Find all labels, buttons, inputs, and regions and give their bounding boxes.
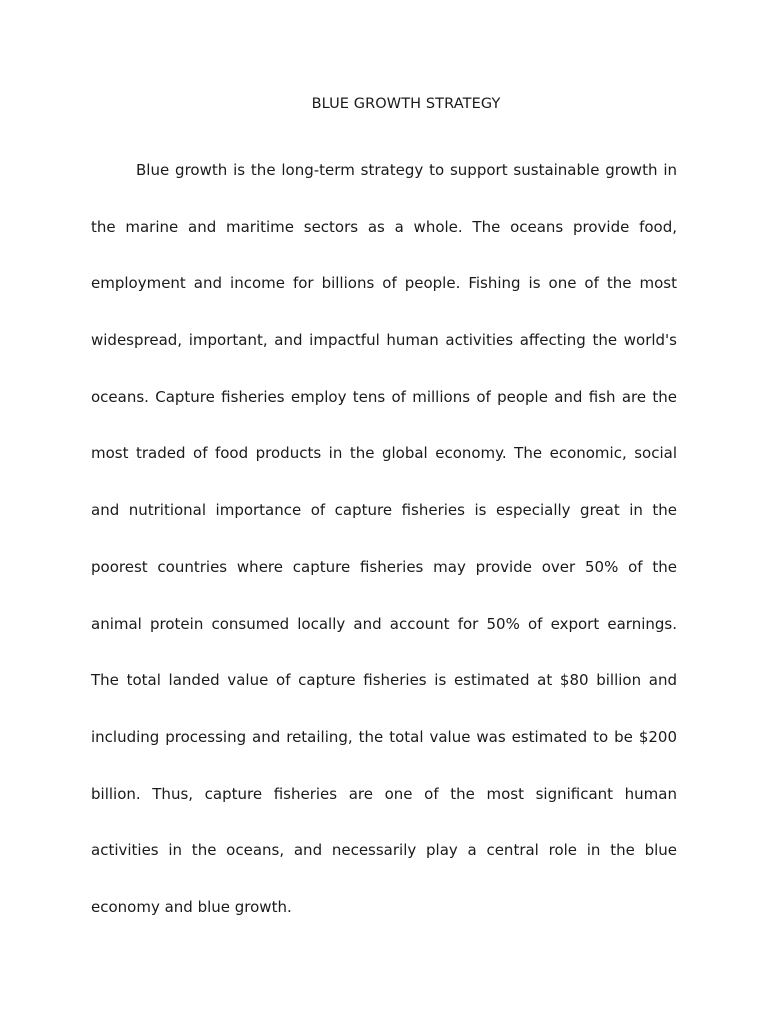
paragraph-line: Blue growth is the long-term strategy to support sustainable growth in [136, 161, 677, 179]
paragraph-line: widespread, important, and impactful human activities affecting the world's [91, 331, 677, 350]
paragraph-line: including processing and retailing, the total value was estimated to be $200 [91, 727, 677, 746]
paragraph-line: activities in the oceans, and necessarily play a central role in the blue [91, 841, 677, 860]
paragraph-line: The total landed value of capture fisheries is estimated at $80 billion and [91, 671, 677, 690]
paragraph-line: employment and income for billions of people. Fishing is one of the most [91, 274, 677, 293]
paragraph-line: billion. Thus, capture fisheries are one of the most significant human [91, 784, 677, 803]
paragraph-line: animal protein consumed locally and account for 50% of export earnings. [91, 614, 677, 633]
paragraph-line: the marine and maritime sectors as a whole. The oceans provide food, [91, 217, 677, 236]
paragraph-line: most traded of food products in the global economy. The economic, social [91, 444, 677, 463]
paragraph-line: and nutritional importance of capture fisheries is especially great in the [91, 501, 677, 520]
body-paragraph [91, 158, 677, 952]
document-title: BLUE GROWTH STRATEGY [311, 96, 501, 112]
paragraph-line: economy and blue growth. [91, 897, 292, 916]
paragraph-line: oceans. Capture fisheries employ tens of millions of people and fish are the [91, 387, 677, 406]
paragraph-line: poorest countries where capture fisheries may provide over 50% of the [91, 557, 677, 576]
